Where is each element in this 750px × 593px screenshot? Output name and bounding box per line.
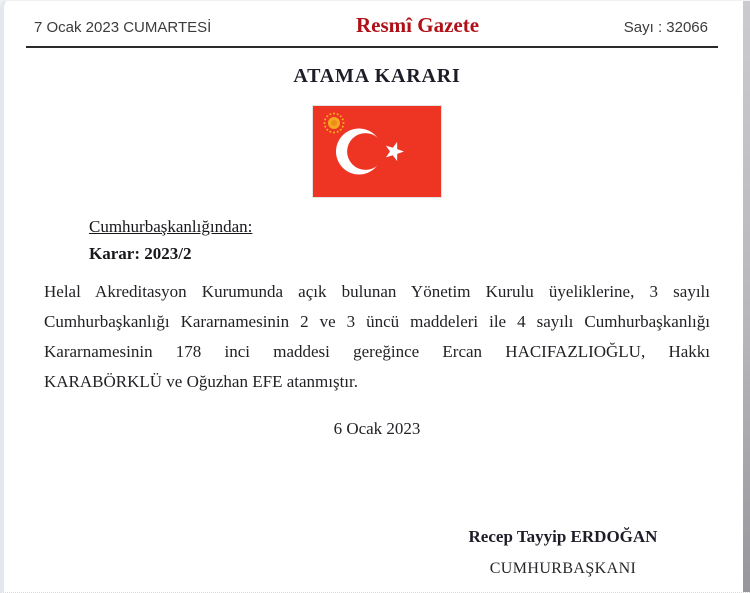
masthead-divider: [26, 46, 718, 48]
body-line: Helal Akreditasyon Kurumunda açık bulunan Yönetim Kurulu üyeliklerine, 3 sayılı: [44, 282, 710, 301]
issue-number: Sayı : 32066: [623, 19, 708, 36]
issue-date: 7 Ocak 2023 CUMARTESİ: [34, 19, 212, 36]
turkish-presidential-flag-icon: [313, 106, 441, 197]
decision-date: 6 Ocak 2023: [333, 419, 421, 438]
document-heading: ATAMA KARARI: [293, 65, 461, 87]
flag-container: [4, 106, 750, 197]
gazette-title: Resmî Gazete: [356, 13, 480, 37]
scrollbar[interactable]: [743, 1, 750, 592]
masthead: [4, 1, 750, 38]
issuing-authority: Cumhurbaşkanlığından:: [89, 217, 253, 236]
signatory-name: Recep Tayyip ERDOĞAN: [468, 527, 658, 546]
body-line: KARABÖRKLÜ ve Oğuzhan EFE atanmıştır.: [44, 372, 358, 391]
decision-body: [44, 277, 710, 397]
signature-block: [448, 527, 678, 578]
body-line: Kararnamesinin 178 inci maddesi gereğince Ercan HACIFAZLIOĞLU, Hakkı: [44, 342, 710, 361]
decision-number: Karar: 2023/2: [89, 244, 192, 263]
signatory-title: CUMHURBAŞKANI: [489, 560, 637, 577]
body-line: Cumhurbaşkanlığı Kararnamesinin 2 ve 3 üncü maddeleri ile 4 sayılı Cumhurbaşkanlığı: [44, 312, 710, 331]
